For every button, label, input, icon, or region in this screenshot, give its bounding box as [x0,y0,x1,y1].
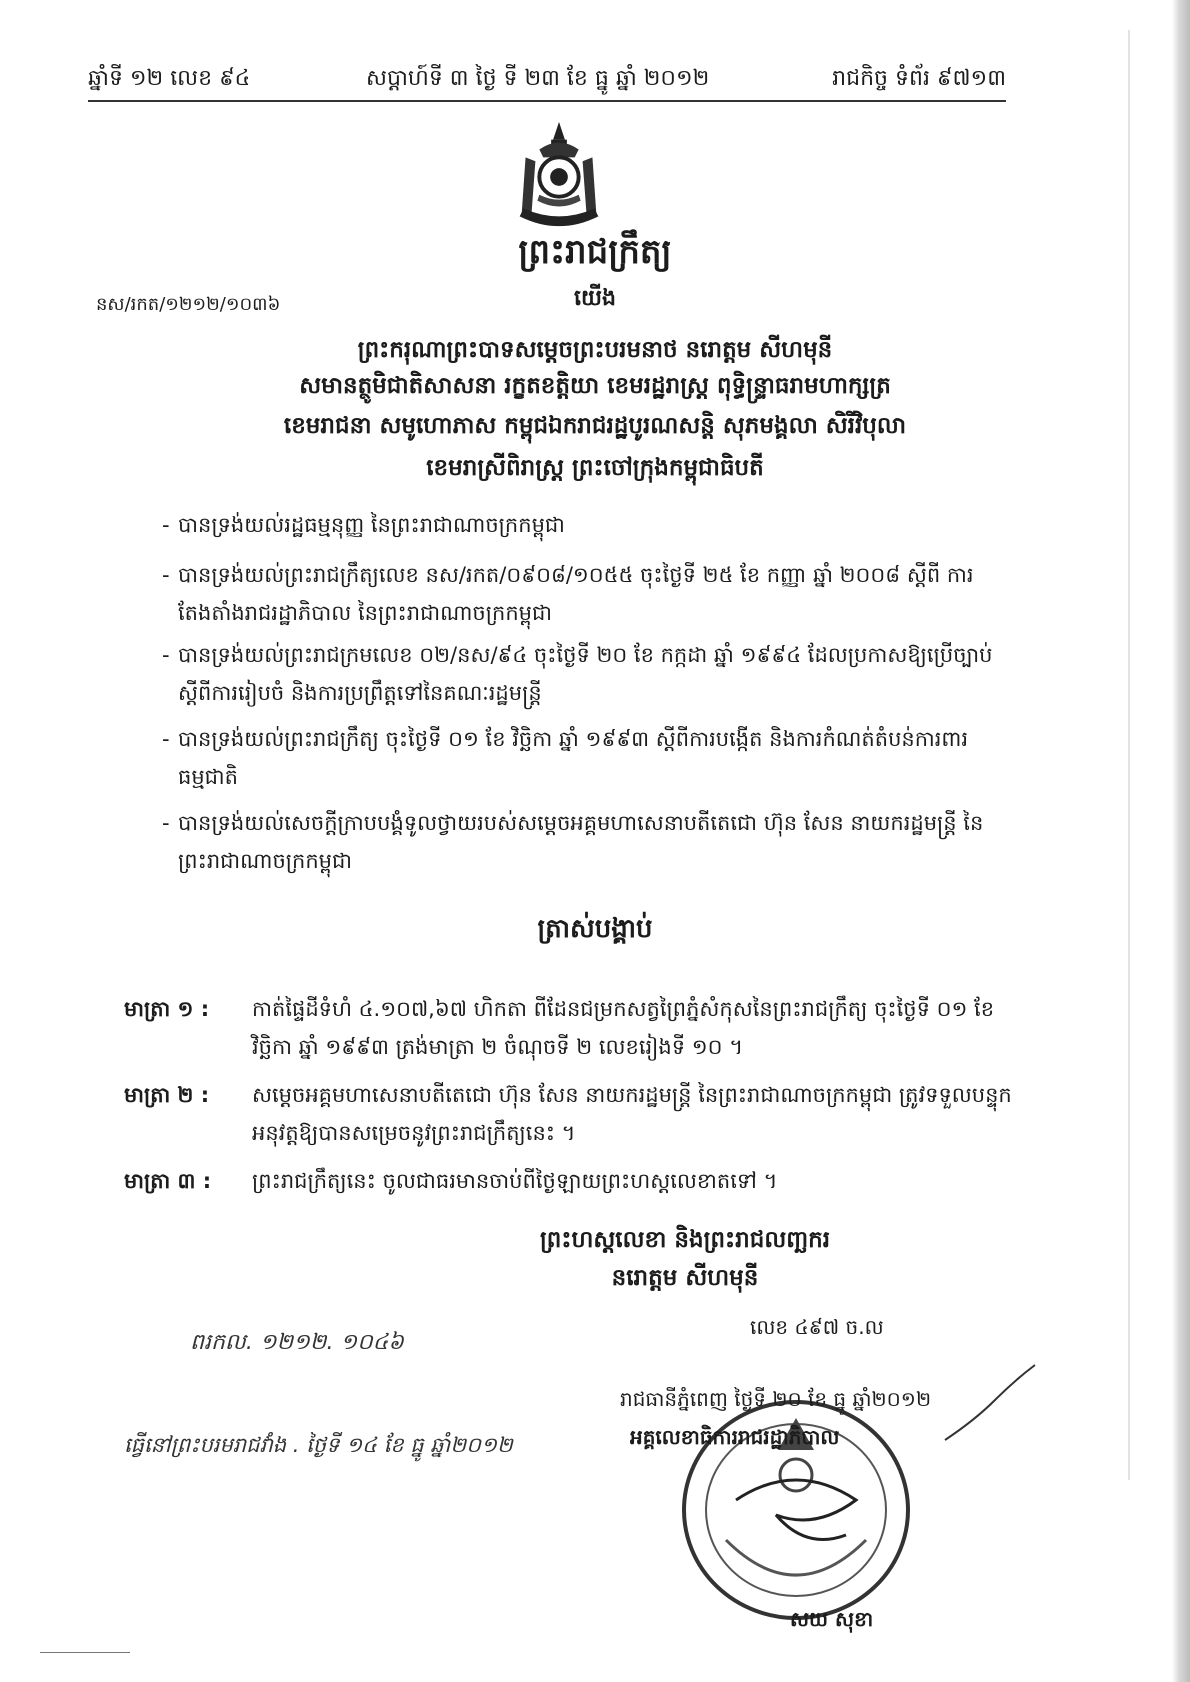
we-heading: យើង [574,286,616,311]
article-label: មាត្រា ២ : [124,1083,210,1107]
decree-heading: ត្រាស់បង្គាប់ [537,914,653,944]
seal-number: លេខ ៤៩៧ ច.ល [750,1315,884,1339]
capital-date-line: រាជធានីភ្នំពេញ ថ្ងៃទី ២០ ខែ ធ្នូ ឆ្នាំ២០១២ [620,1387,932,1411]
king-name: នរោត្តម សីហមុនី [611,1265,759,1291]
secretary-name: សយ សុខា [790,1607,874,1631]
official-seal-icon [666,1300,936,1630]
king-title-line-2: សមានត្ថូមិជាតិសាសនា រក្ខតខត្តិយា ខេមរដ្ឋរាស្ត្រ ពុទ្ធិន្ទ្រាធរាមហាក្សត្រ [299,373,891,399]
article-label: មាត្រា ១ : [124,997,210,1021]
legal-basis-item: - បានទ្រង់យល់ព្រះរាជក្រឹត្យលេខ នស/រកត/០៩០៨/១០៥៥ ចុះថ្ងៃទី ២៥ ខែ កញ្ញា ឆ្នាំ ២០០៨ ស្តីពី ការតែងតាំងរាជរដ្ឋាភិបាល នៃព្រះរាជាណាចក្រកម្ពុជា [162,563,974,625]
gazette-page: រាជកិច្ច ទំព័រ ៩៧១៣ [832,66,1006,91]
king-title-line-1: ព្រះករុណាព្រះបាទសម្តេចព្រះបរមនាថ នរោត្តម សីហមុនី [357,337,833,363]
king-title-line-3: ខេមរាជនា សមូហោភាស កម្ពុជឯករាជរដ្ឋបូរណសន្តិ សុភមង្គលា សិរីវិបុលា [283,413,907,439]
gazette-date: សប្តាហ៍ទី ៣ ថ្ងៃ ទី ២៣ ខែ ធ្នូ ឆ្នាំ ២០១២ [366,66,710,91]
royal-arms-icon [500,118,618,236]
king-title-line-4: ខេមរាស្រីពិរាស្ត្រ ព្រះចៅក្រុងកម្ពុជាធិបតី [426,455,764,481]
legal-basis-item: - បានទ្រង់យល់រដ្ឋធម្មនុញ្ញ នៃព្រះរាជាណាចក្រកម្ពុជា [162,513,565,537]
header-divider [88,100,1006,102]
signature-caption: ព្រះហស្តលេខា និងព្រះរាជលញ្ឆករ [539,1227,831,1253]
handwritten-reference: ពរកល. ១២១២. ១០៤៦ [190,1330,404,1355]
legal-basis-item: - បានទ្រង់យល់ព្រះរាជក្រឹត្យ ចុះថ្ងៃទី ០១ ខែ វិច្ឆិកា ឆ្នាំ ១៩៩៣ ស្តីពីការបង្កើត និងការកំណត់តំបន់ការពារធម្មជាតិ [162,727,969,789]
document-type-title: ព្រះរាជក្រឹត្យ [518,232,672,272]
gazette-year-issue: ឆ្នាំទី ១២ លេខ ៩៤ [88,66,251,91]
decree-reference-number: នស/រកត/១២១២/១០៣៦ [96,294,281,315]
gazette-header [88,60,1006,100]
article-text: កាត់ផ្ទៃដីទំហំ ៤.១០៧,៦៧ ហិកតា ពីដែនជម្រកសត្វព្រៃភ្នំសំកុសនៃព្រះរាជក្រឹត្យ ចុះថ្ងៃទី ០១ ខែ វិច្ឆិកា ឆ្នាំ ១៩៩៣ ត្រង់មាត្រា ២ ចំណុចទី ២ លេខរៀងទី ១០ ។ [252,997,995,1059]
article-label: មាត្រា ៣ : [124,1169,212,1193]
legal-basis-item: - បានទ្រង់យល់ព្រះរាជក្រមលេខ ០២/នស/៩៤ ចុះថ្ងៃទី ២០ ខែ កក្កដា ឆ្នាំ ១៩៩៤ ដែលប្រកាសឱ្យប្រើច្បាប់ស្តីពីការរៀបចំ និងការប្រព្រឹត្តទៅនៃគណៈរដ្ឋមន្ត្រី [162,643,993,705]
footer-rule [40,1652,130,1653]
article-text: សម្តេចអគ្គមហាសេនាបតីតេជោ ហ៊ុន សែន នាយករដ្ឋមន្ត្រី នៃព្រះរាជាណាចក្រកម្ពុជា ត្រូវទទួលបន្ទុកអនុវត្តឱ្យបានសម្រេចនូវព្រះរាជក្រឹត្យនេះ ។ [252,1083,1012,1145]
signature-flourish-icon [935,1360,1045,1470]
secretary-title: អគ្គលេខាធិការរាជរដ្ឋាភិបាល [630,1425,840,1449]
legal-basis-item: - បានទ្រង់យល់សេចក្តីក្រាបបង្គំទូលថ្វាយរបស់សម្តេចអគ្គមហាសេនាបតីតេជោ ហ៊ុន សែន នាយករដ្ឋមន្ត្រី នៃព្រះរាជាណាចក្រកម្ពុជា [162,811,984,873]
palace-date-line: ធ្វើនៅព្រះបរមរាជវាំង . ថ្ងៃទី ១៤ ខែ ធ្នូ ឆ្នាំ២០១២ [124,1433,513,1457]
article-text: ព្រះរាជក្រឹត្យនេះ ចូលជាធរមានចាប់ពីថ្ងៃឡាយព្រះហស្តលេខាតទៅ ។ [252,1169,778,1193]
